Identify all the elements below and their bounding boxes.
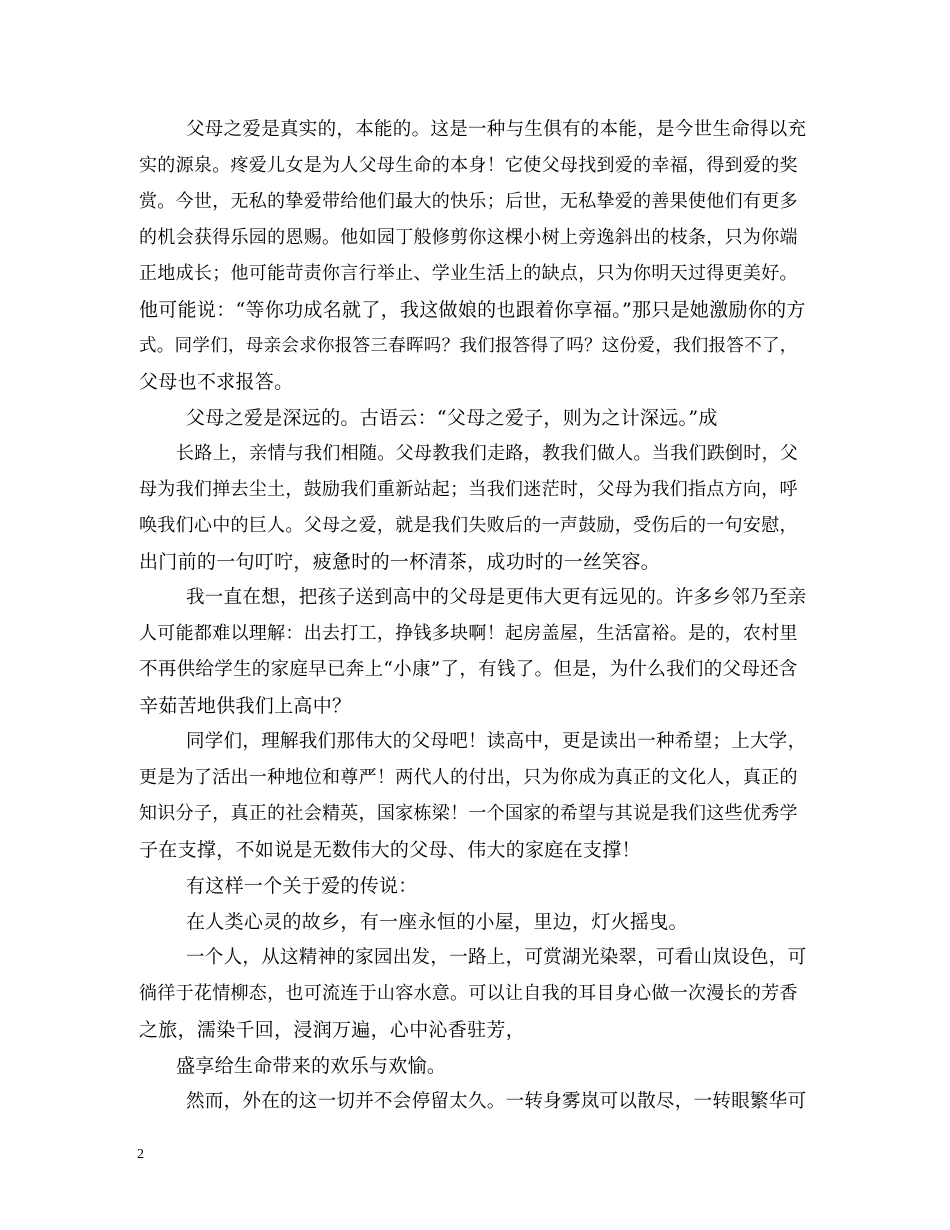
text-line: 盛享给生命带来的欢乐与欢愉。 xyxy=(176,1055,447,1077)
text-line: 人可能都难以理解：出去打工，挣钱多块啊！起房盖屋，生活富裕。是的，农村里 xyxy=(139,623,798,644)
text-line: 他可能说：“等你功成名就了，我这做娘的也跟着你享福。”那只是她激励你的方 xyxy=(139,299,806,321)
page-number: 2 xyxy=(137,1147,144,1162)
text-line: 在人类心灵的故乡，有一座永恒的小屋，里边，灯火摇曳。 xyxy=(186,911,688,933)
text-line: 子在支撑，不如说是无数伟大的父母、伟大的家庭在支撑！ xyxy=(139,839,641,861)
text-line: 更是为了活出一种地位和尊严！两代人的付出，只为你成为真正的文化人，真正的 xyxy=(139,767,798,788)
text-line: 有这样一个关于爱的传说： xyxy=(186,875,418,897)
text-line: 式。同学们，母亲会求你报答三春晖吗？我们报答得了吗？这份爱，我们报答不了， xyxy=(139,336,798,356)
text-line: 徜徉于花情柳态，也可流连于山容水意。可以让自我的耳目身心做一次漫长的芳香 xyxy=(139,983,798,1004)
text-line: 同学们，理解我们那伟大的父母吧！读高中，更是读出一种希望；上大学， xyxy=(186,731,807,752)
text-line: 正地成长；他可能苛责你言行举止、学业生活上的缺点，只为你明天过得更美好。 xyxy=(139,263,798,284)
text-line: 出门前的一句叮咛，疲惫时的一杯清茶，成功时的一丝笑容。 xyxy=(139,551,661,573)
text-line: 一个人，从这精神的家园出发，一路上，可赏湖光染翠，可看山岚设色，可 xyxy=(186,947,807,968)
text-line: 长路上，亲情与我们相随。父母教我们走路，教我们做人。当我们跌倒时，父 xyxy=(176,443,799,464)
text-line: 实的源泉。疼爱儿女是为人父母生命的本身！它使父母找到爱的幸福，得到爱的奖 xyxy=(139,155,798,176)
text-line: 父母之爱是深远的。古语云：“父母之爱子，则为之计深远。”成 xyxy=(186,407,718,429)
text-line: 我一直在想，把孩子送到高中的父母是更伟大更有远见的。许多乡邻乃至亲 xyxy=(186,587,807,608)
text-line: 赏。今世，无私的挚爱带给他们最大的快乐；后世，无私挚爱的善果使他们有更多 xyxy=(139,191,798,212)
text-line: 父母也不求报答。 xyxy=(139,371,294,393)
text-line: 知识分子，真正的社会精英，国家栋梁！一个国家的希望与其说是我们这些优秀学 xyxy=(139,803,798,824)
text-line: 然而，外在的这一切并不会停留太久。一转身雾岚可以散尽，一转眼繁华可 xyxy=(186,1091,807,1112)
text-line: 父母之爱是真实的，本能的。这是一种与生俱有的本能，是今世生命得以充 xyxy=(186,119,807,140)
text-line: 的机会获得乐园的恩赐。他如园丁般修剪你这棵小树上旁逸斜出的枝条，只为你端 xyxy=(139,227,798,248)
text-line: 之旅，濡染千回，浸润万遍，心中沁香驻芳， xyxy=(139,1019,526,1041)
text-line: 不再供给学生的家庭早已奔上“小康”了，有钱了。但是，为什么我们的父母还含 xyxy=(139,659,798,680)
text-line: 辛茹苦地供我们上高中？ xyxy=(139,695,352,717)
text-line: 母为我们掸去尘土，鼓励我们重新站起；当我们迷茫时，父母为我们指点方向，呼 xyxy=(139,479,798,500)
text-line: 唤我们心中的巨人。父母之爱，就是我们失败后的一声鼓励，受伤后的一句安慰， xyxy=(139,515,798,536)
